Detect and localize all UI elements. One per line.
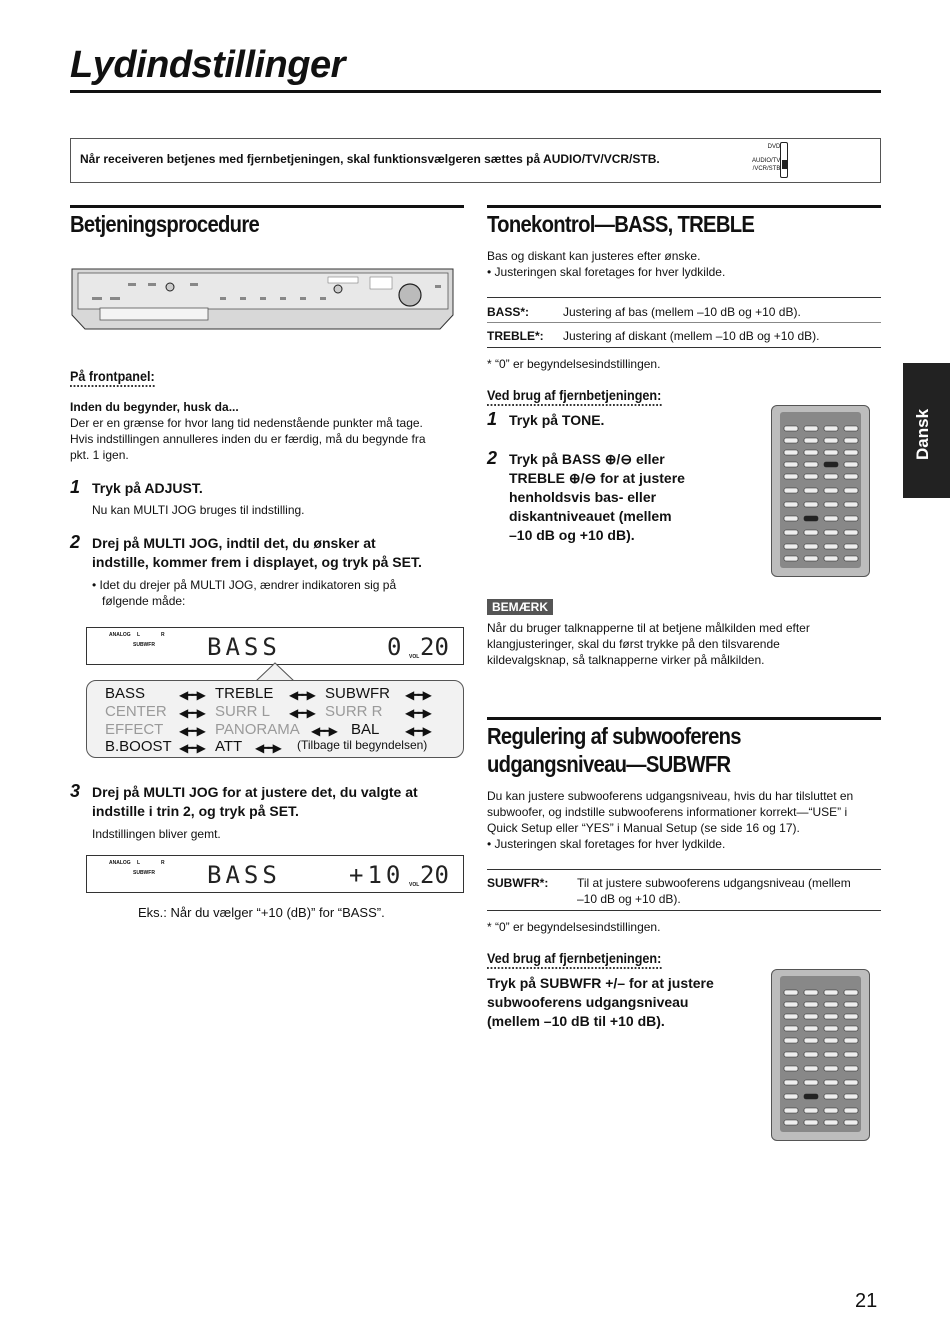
tone-step1-number: 1 bbox=[487, 409, 498, 429]
subwfr-step-line-3: (mellem –10 dB til +10 dB). bbox=[487, 1013, 665, 1029]
cycle-effect: EFFECT bbox=[105, 721, 164, 738]
tone-step2-line-5: –10 dB og +10 dB). bbox=[509, 527, 635, 543]
arrow-icon: ◀━━▶ bbox=[179, 741, 204, 755]
lcd-vol-value: 20 bbox=[420, 861, 449, 889]
receiver-front-panel bbox=[70, 265, 455, 337]
cycle-back-note: (Tilbage til begyndelsen) bbox=[297, 738, 428, 752]
step2-bullet-2: følgende måde: bbox=[102, 594, 186, 608]
left-heading-rule bbox=[70, 205, 464, 208]
language-tab-label: Dansk bbox=[913, 408, 932, 460]
switch-labels bbox=[752, 143, 780, 173]
sub-table-rule-bottom bbox=[487, 910, 881, 911]
subwfr-line-3: Quick Setup eller “YES” i Manual Setup (se side 16 og 17). bbox=[487, 821, 800, 835]
tone-step2-line-4: diskantniveauet (mellem bbox=[509, 508, 672, 524]
step2-line-2: indstille, kommer frem i displayet, og tryk på SET. bbox=[92, 554, 422, 570]
subwfr-step-line-1: Tryk på SUBWFR +/– for at justere bbox=[487, 975, 714, 991]
display-bass-plus10 bbox=[86, 855, 464, 893]
cycle-bass: BASS bbox=[105, 685, 146, 702]
selector-knob-icon bbox=[782, 160, 788, 169]
cycle-bal: BAL bbox=[351, 721, 380, 738]
subwfr-line-2: subwoofer, og indstille subwooferens informationer korrekt—“USE” i bbox=[487, 805, 848, 819]
remote-control-illustration-2 bbox=[771, 969, 870, 1141]
lcd-segment-text: BASS bbox=[207, 861, 281, 889]
cycle-subwfr: SUBWFR bbox=[325, 685, 390, 702]
lcd-l: L bbox=[137, 632, 141, 638]
tone-table-treble-val: Justering af diskant (mellem –10 dB og +10 dB). bbox=[563, 329, 820, 343]
switch-label-dvd: DVD bbox=[767, 144, 781, 150]
lcd-vol: VOL bbox=[409, 882, 420, 888]
remote-control-illustration bbox=[771, 405, 870, 577]
title-rule bbox=[70, 90, 881, 93]
subwfr-footnote: * “0” er begyndelsesindstillingen. bbox=[487, 920, 661, 934]
frontpanel-subheading: På frontpanel: bbox=[70, 368, 155, 387]
tone-heading-rule bbox=[487, 205, 881, 208]
tone-table-bass-key: BASS*: bbox=[487, 305, 530, 319]
lcd-l: L bbox=[137, 860, 141, 866]
tone-table-bass-val: Justering af bas (mellem –10 dB og +10 dB). bbox=[563, 305, 801, 319]
sub-table-rule-top bbox=[487, 869, 881, 870]
note-line-3: kildevalgsknap, så talknapperne virker på målkilden. bbox=[487, 653, 765, 667]
tone-table-treble-key: TREBLE*: bbox=[487, 329, 544, 343]
sub-table-val-2: –10 dB og +10 dB). bbox=[577, 892, 681, 906]
arrow-icon: ◀━━▶ bbox=[179, 688, 204, 702]
lcd-segment-value: +10 bbox=[349, 861, 405, 889]
step1-sub: Nu kan MULTI JOG bruges til indstilling. bbox=[92, 503, 305, 517]
tone-step2-line-3: henholdsvis bas- eller bbox=[509, 489, 657, 505]
subwfr-heading-line-1: Regulering af subwooferens bbox=[487, 723, 741, 749]
subwfr-step-line-2: subwooferens udgangsniveau bbox=[487, 994, 689, 1010]
arrow-icon: ◀━━▶ bbox=[255, 741, 280, 755]
intro-line-1: Der er en grænse for hvor lang tid nedenstående punkter må tage. bbox=[70, 416, 423, 430]
cycle-att: ATT bbox=[215, 738, 243, 755]
tone-step2-line-2: TREBLE ⊕/⊖ for at justere bbox=[509, 470, 685, 486]
tone-step2-number: 2 bbox=[487, 448, 498, 468]
intro-line-2: Hvis indstillingen annulleres inden du er færdig, må du begynde fra bbox=[70, 432, 426, 446]
step3-line-1: Drej på MULTI JOG for at justere det, du valgte at bbox=[92, 784, 418, 800]
page-number: 21 bbox=[855, 1290, 878, 1312]
lcd-r: R bbox=[161, 632, 165, 638]
subwfr-heading-rule bbox=[487, 717, 881, 720]
cycle-center: CENTER bbox=[105, 703, 167, 720]
arrow-icon: ◀━━▶ bbox=[289, 688, 314, 702]
arrow-icon: ◀━━▶ bbox=[179, 724, 204, 738]
note-line-2: klangjusteringer, skal du først trykke på den tilsvarende bbox=[487, 637, 780, 651]
arrow-icon: ◀━━▶ bbox=[311, 724, 336, 738]
step1-text: Tryk på ADJUST. bbox=[92, 480, 203, 496]
sub-table-val-1: Til at justere subwooferens udgangsniveau (mellem bbox=[577, 876, 851, 890]
cycle-surr-r: SURR R bbox=[325, 703, 383, 720]
arrow-icon: ◀━━▶ bbox=[179, 706, 204, 720]
tone-line-1: Bas og diskant kan justeres efter ønske. bbox=[487, 249, 701, 263]
display-bass-0 bbox=[86, 627, 464, 665]
tone-heading: Tonekontrol—BASS, TREBLE bbox=[487, 211, 755, 237]
step1-number: 1 bbox=[70, 477, 81, 497]
lcd-r: R bbox=[161, 860, 165, 866]
cycle-bboost: B.BOOST bbox=[105, 738, 172, 755]
arrow-icon: ◀━━▶ bbox=[405, 688, 430, 702]
note-text: Når receiveren betjenes med fjernbetjeningen, skal funktionsvælgeren sættes på AUDIO/TV/VCR/STB. bbox=[80, 152, 660, 166]
lcd-analog: ANALOG bbox=[109, 632, 131, 638]
lcd-analog: ANALOG bbox=[109, 860, 131, 866]
table-rule-bottom bbox=[487, 347, 881, 348]
lcd-vol: VOL bbox=[409, 654, 420, 660]
cycle-surr-l: SURR L bbox=[215, 703, 271, 720]
subwfr-line-4: • Justeringen skal foretages for hver lydkilde. bbox=[487, 837, 726, 851]
note-badge: BEMÆRK bbox=[487, 599, 553, 615]
arrow-icon: ◀━━▶ bbox=[405, 724, 430, 738]
cycle-treble: TREBLE bbox=[215, 685, 274, 702]
subwfr-heading-line-2: udgangsniveau—SUBWFR bbox=[487, 751, 731, 777]
step3-number: 3 bbox=[70, 781, 81, 801]
table-rule-mid bbox=[487, 322, 881, 323]
remote-subheading-2: Ved brug af fjernbetjeningen: bbox=[487, 950, 661, 969]
remote-buttons-icon bbox=[780, 976, 863, 1134]
page-title: Lydindstillinger bbox=[70, 44, 345, 86]
cycle-panorama: PANORAMA bbox=[215, 721, 300, 738]
lcd-vol-value: 20 bbox=[420, 633, 449, 661]
sub-table-key: SUBWFR*: bbox=[487, 876, 549, 890]
arrow-icon: ◀━━▶ bbox=[289, 706, 314, 720]
tone-footnote: * “0” er begyndelsesindstillingen. bbox=[487, 357, 661, 371]
tone-step2-line-1: Tryk på BASS ⊕/⊖ eller bbox=[509, 451, 665, 467]
lcd-segment-value: 0 bbox=[387, 633, 406, 661]
step3-line-2: indstille i trin 2, og tryk på SET. bbox=[92, 803, 299, 819]
example-caption: Eks.: Når du vælger “+10 (dB)” for “BASS”. bbox=[138, 905, 385, 920]
switch-label-vcr: /VCR/STB bbox=[752, 166, 781, 172]
intro-line-3: pkt. 1 igen. bbox=[70, 448, 129, 462]
tone-step1-text: Tryk på TONE. bbox=[509, 412, 605, 428]
left-heading: Betjeningsprocedure bbox=[70, 211, 260, 237]
lcd-subwfr: SUBWFR bbox=[133, 642, 155, 648]
step3-sub: Indstillingen bliver gemt. bbox=[92, 827, 221, 841]
table-rule-top bbox=[487, 297, 881, 298]
step2-number: 2 bbox=[70, 532, 81, 552]
subwfr-line-1: Du kan justere subwooferens udgangsniveau, hvis du har tilsluttet en bbox=[487, 789, 854, 803]
note-line-1: Når du bruger talknapperne til at betjene målkilden med efter bbox=[487, 621, 810, 635]
indicator-cycle bbox=[86, 680, 464, 758]
step2-bullet-1: • Idet du drejer på MULTI JOG, ændrer indikatoren sig på bbox=[92, 578, 397, 592]
arrow-icon: ◀━━▶ bbox=[405, 706, 430, 720]
remote-subheading-1: Ved brug af fjernbetjeningen: bbox=[487, 387, 661, 406]
pointer-triangle bbox=[255, 662, 295, 682]
intro-bold: Inden du begynder, husk da... bbox=[70, 400, 239, 414]
step2-line-1: Drej på MULTI JOG, indtil det, du ønsker at bbox=[92, 535, 376, 551]
tone-line-2: • Justeringen skal foretages for hver lydkilde. bbox=[487, 265, 726, 279]
lcd-segment-text: BASS bbox=[207, 633, 281, 661]
lcd-subwfr: SUBWFR bbox=[133, 870, 155, 876]
switch-label-audio: AUDIO/TV bbox=[752, 158, 781, 164]
remote-buttons-icon bbox=[780, 412, 863, 570]
